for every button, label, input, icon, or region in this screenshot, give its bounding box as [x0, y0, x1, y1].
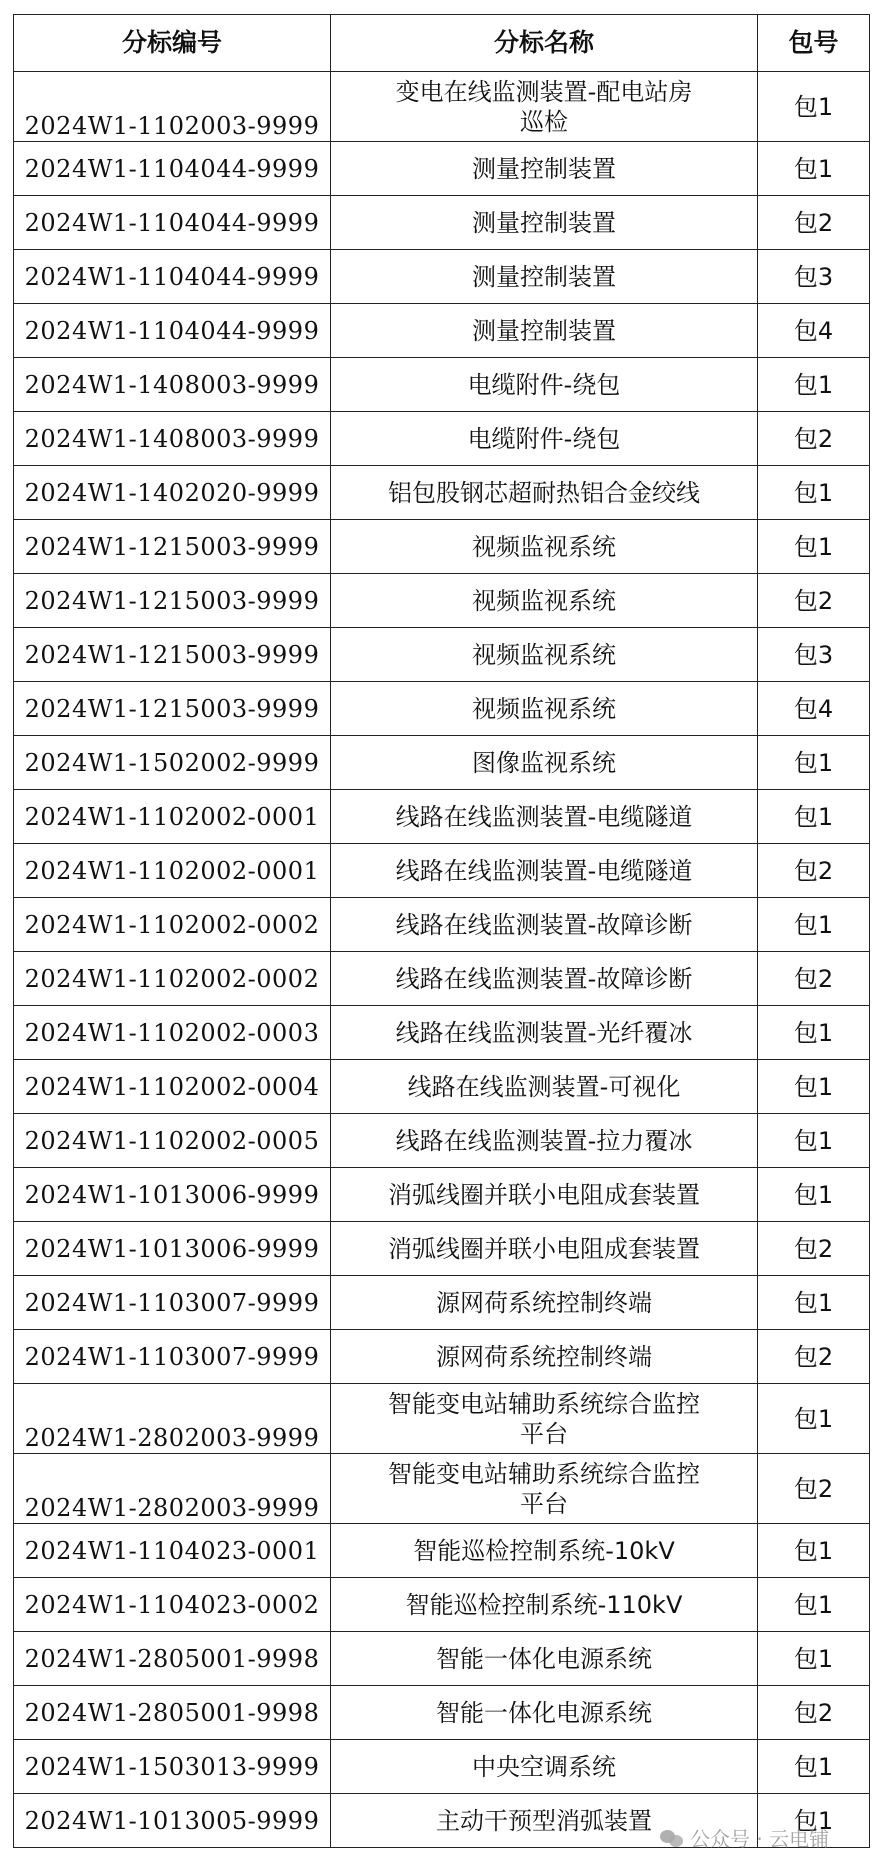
- table-row: [14, 1578, 870, 1632]
- header-package: 包号: [758, 15, 870, 72]
- cell-name: 智能变电站辅助系统综合监控 平台: [331, 1454, 758, 1524]
- cell-name: 测量控制装置: [331, 196, 758, 250]
- cell-name: 消弧线圈并联小电阻成套装置: [331, 1222, 758, 1276]
- cell-package: 包4: [758, 682, 870, 736]
- cell-name: 铝包股钢芯超耐热铝合金绞线: [331, 466, 758, 520]
- cell-name: 智能一体化电源系统: [331, 1632, 758, 1686]
- cell-package: 包1: [758, 142, 870, 196]
- table-row: [14, 358, 870, 412]
- table-row: [14, 1276, 870, 1330]
- cell-code: 2024W1-1102002-0001: [14, 844, 331, 898]
- cell-name: 电缆附件-绕包: [331, 412, 758, 466]
- table-row: [14, 790, 870, 844]
- table-row: [14, 1330, 870, 1384]
- cell-name: 变电在线监测装置-配电站房 巡检: [331, 72, 758, 142]
- table-row: [14, 1222, 870, 1276]
- table-row: [14, 1454, 870, 1524]
- cell-code: 2024W1-1102002-0003: [14, 1006, 331, 1060]
- table-row: [14, 1384, 870, 1454]
- cell-name: 智能巡检控制系统-110kV: [331, 1578, 758, 1632]
- cell-code: 2024W1-1104044-9999: [14, 250, 331, 304]
- table-body: [14, 72, 870, 1848]
- table-row: [14, 898, 870, 952]
- table-row: [14, 1524, 870, 1578]
- cell-name: 视频监视系统: [331, 574, 758, 628]
- cell-code: 2024W1-1102002-0004: [14, 1060, 331, 1114]
- cell-package: 包2: [758, 196, 870, 250]
- cell-code: 2024W1-2805001-9998: [14, 1632, 331, 1686]
- table-row: [14, 1632, 870, 1686]
- cell-package: 包1: [758, 1524, 870, 1578]
- table-row: [14, 736, 870, 790]
- table-row: [14, 196, 870, 250]
- cell-code: 2024W1-1104044-9999: [14, 304, 331, 358]
- cell-name: 测量控制装置: [331, 142, 758, 196]
- cell-code: 2024W1-1215003-9999: [14, 682, 331, 736]
- cell-code: 2024W1-1102002-0001: [14, 790, 331, 844]
- cell-code: 2024W1-1103007-9999: [14, 1276, 331, 1330]
- cell-code: 2024W1-1102002-0002: [14, 898, 331, 952]
- table-row: [14, 682, 870, 736]
- cell-name: 视频监视系统: [331, 628, 758, 682]
- cell-package: 包1: [758, 1168, 870, 1222]
- cell-package: 包1: [758, 898, 870, 952]
- cell-package: 包2: [758, 952, 870, 1006]
- cell-package: 包1: [758, 790, 870, 844]
- cell-package: 包2: [758, 844, 870, 898]
- cell-package: 包1: [758, 1384, 870, 1454]
- cell-code: 2024W1-1502002-9999: [14, 736, 331, 790]
- cell-name: 图像监视系统: [331, 736, 758, 790]
- cell-name: 线路在线监测装置-拉力覆冰: [331, 1114, 758, 1168]
- table-row: [14, 574, 870, 628]
- cell-name: 线路在线监测装置-故障诊断: [331, 952, 758, 1006]
- cell-name: 线路在线监测装置-电缆隧道: [331, 844, 758, 898]
- table-row: [14, 1794, 870, 1848]
- cell-code: 2024W1-1104044-9999: [14, 196, 331, 250]
- cell-name: 线路在线监测装置-电缆隧道: [331, 790, 758, 844]
- cell-code: 2024W1-1104023-0001: [14, 1524, 331, 1578]
- cell-name: 主动干预型消弧装置: [331, 1794, 758, 1848]
- cell-code: 2024W1-1215003-9999: [14, 574, 331, 628]
- cell-package: 包1: [758, 1276, 870, 1330]
- table-row: [14, 844, 870, 898]
- cell-package: 包1: [758, 1794, 870, 1848]
- cell-code: 2024W1-1503013-9999: [14, 1740, 331, 1794]
- cell-name: 视频监视系统: [331, 520, 758, 574]
- cell-name: 线路在线监测装置-可视化: [331, 1060, 758, 1114]
- cell-code: 2024W1-2802003-9999: [14, 1384, 331, 1454]
- table-row: [14, 304, 870, 358]
- cell-name: 消弧线圈并联小电阻成套装置: [331, 1168, 758, 1222]
- cell-name: 线路在线监测装置-光纤覆冰: [331, 1006, 758, 1060]
- cell-code: 2024W1-1104044-9999: [14, 142, 331, 196]
- cell-code: 2024W1-1102003-9999: [14, 72, 331, 142]
- bid-table: [13, 14, 870, 1848]
- watermark-text: 公众号 · 云电铺: [690, 1827, 830, 1851]
- cell-code: 2024W1-1215003-9999: [14, 628, 331, 682]
- cell-package: 包2: [758, 1454, 870, 1524]
- header-code: 分标编号: [14, 15, 331, 72]
- cell-package: 包1: [758, 1632, 870, 1686]
- table-header-row: [14, 15, 870, 72]
- cell-code: 2024W1-1408003-9999: [14, 358, 331, 412]
- table-row: [14, 466, 870, 520]
- table-row: [14, 1060, 870, 1114]
- cell-code: 2024W1-1104023-0002: [14, 1578, 331, 1632]
- cell-package: 包2: [758, 1222, 870, 1276]
- table-row: [14, 1168, 870, 1222]
- cell-name: 线路在线监测装置-故障诊断: [331, 898, 758, 952]
- cell-code: 2024W1-1102002-0005: [14, 1114, 331, 1168]
- cell-code: 2024W1-1013006-9999: [14, 1222, 331, 1276]
- cell-package: 包1: [758, 466, 870, 520]
- cell-package: 包1: [758, 1006, 870, 1060]
- cell-code: 2024W1-1013006-9999: [14, 1168, 331, 1222]
- cell-package: 包2: [758, 412, 870, 466]
- cell-package: 包1: [758, 1578, 870, 1632]
- cell-code: 2024W1-2805001-9998: [14, 1686, 331, 1740]
- cell-package: 包1: [758, 72, 870, 142]
- table-row: [14, 952, 870, 1006]
- table-row: [14, 628, 870, 682]
- header-name: 分标名称: [331, 15, 758, 72]
- cell-name: 视频监视系统: [331, 682, 758, 736]
- cell-code: 2024W1-2802003-9999: [14, 1454, 331, 1524]
- table-row: [14, 72, 870, 142]
- cell-package: 包1: [758, 358, 870, 412]
- cell-name: 电缆附件-绕包: [331, 358, 758, 412]
- cell-package: 包2: [758, 574, 870, 628]
- cell-package: 包1: [758, 520, 870, 574]
- cell-package: 包2: [758, 1686, 870, 1740]
- cell-code: 2024W1-1408003-9999: [14, 412, 331, 466]
- cell-name: 源网荷系统控制终端: [331, 1276, 758, 1330]
- cell-package: 包1: [758, 1060, 870, 1114]
- cell-name: 智能一体化电源系统: [331, 1686, 758, 1740]
- cell-name: 测量控制装置: [331, 250, 758, 304]
- cell-package: 包4: [758, 304, 870, 358]
- table-row: [14, 142, 870, 196]
- cell-package: 包1: [758, 1114, 870, 1168]
- cell-package: 包1: [758, 1740, 870, 1794]
- table-row: [14, 1114, 870, 1168]
- cell-code: 2024W1-1103007-9999: [14, 1330, 331, 1384]
- cell-package: 包2: [758, 1330, 870, 1384]
- cell-name: 源网荷系统控制终端: [331, 1330, 758, 1384]
- cell-code: 2024W1-1402020-9999: [14, 466, 331, 520]
- cell-code: 2024W1-1013005-9999: [14, 1794, 331, 1848]
- cell-name: 智能变电站辅助系统综合监控 平台: [331, 1384, 758, 1454]
- table-row: [14, 1686, 870, 1740]
- cell-code: 2024W1-1102002-0002: [14, 952, 331, 1006]
- table-row: [14, 412, 870, 466]
- cell-name: 智能巡检控制系统-10kV: [331, 1524, 758, 1578]
- cell-package: 包3: [758, 628, 870, 682]
- table-row: [14, 520, 870, 574]
- cell-package: 包1: [758, 736, 870, 790]
- cell-name: 中央空调系统: [331, 1740, 758, 1794]
- cell-name: 测量控制装置: [331, 304, 758, 358]
- table-row: [14, 250, 870, 304]
- table-row: [14, 1740, 870, 1794]
- cell-package: 包3: [758, 250, 870, 304]
- cell-code: 2024W1-1215003-9999: [14, 520, 331, 574]
- table-row: [14, 1006, 870, 1060]
